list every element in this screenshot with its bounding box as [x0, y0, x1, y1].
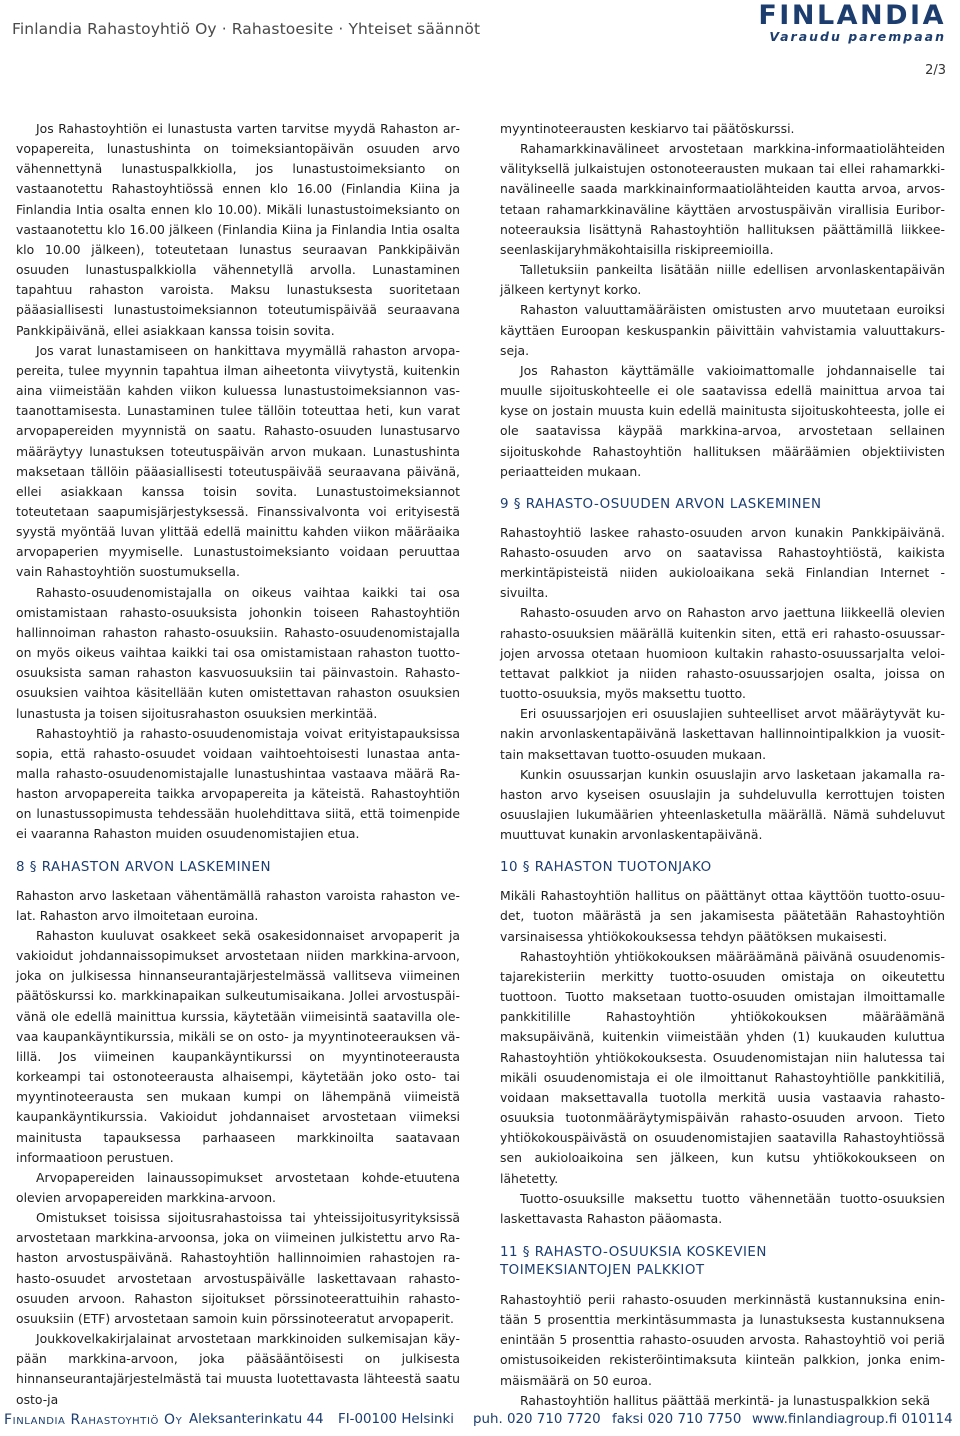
section-heading-11-line-1: 11 § RAHASTO-OSUUKSIA KOSKEVIEN: [500, 1244, 767, 1260]
paragraph: Omistukset toisissa sijoitusrahastoissa tai yhteissijoitusyrityksissä arvostetaan markkina-arvoonsa, joka on viimeinen julkistettu arvo Rahaston arvostuspäivänä. Rahastoyhtiön hallinnoimien rahastojen rahasto-osuudet arvostetaan arvostuspäivälle laskettavaan rahastoosuuden arvoon. Rahaston sijoitukset pörssinoteerattuihin rahastoosuuksiin (ETF) arvostetaan samoin kuin pörssinoteeratut arvopaperit.: [16, 1210, 460, 1326]
footer-phone: puh. 020 710 7720: [473, 1412, 601, 1427]
paragraph: Rahastoyhtiö ja rahasto-osuudenomistaja voivat erityistapauksissa sopia, että rahasto-osuudet voidaan vaihtoehtoisesti lunastaa antamalla rahasto-osuudenomistajalle lunastushintaa vastaava määrä Rahaston arvopapereita taikka arvopapereita ja käteistä. Rahastoyhtiön on lunastussopimusta tehdessään huolehdittava siitä, että toimenpide ei vaaranna Rahaston muiden osuudenomistajien etua.: [16, 725, 460, 842]
section-heading-10: 10 § RAHASTON TUOTONJAKO: [500, 860, 712, 876]
paragraph: Jos Rahastoyhtiön ei lunastusta varten tarvitse myydä Rahaston arvopapereita, lunastushinta on toimeksiantopäivän osuuden arvo vähennettynä lunastuspalkkiolla, jos lunastustoimeksianto on vastaanotettu Rahastoyhtiössä ennen klo 16.00 (Finlandia Kiina ja Finlandia Intia osalta ennen klo 10.00). Mikäli lunastustoimeksianto on vastaanotettu klo 16.00 jälkeen (Finlandia Kiina ja Finlandia Intia osalta klo 10.00 jälkeen), toteutetaan lunastus seuraavan Pankkipäivän osuuden lunastuspalkkiolla vähennetyllä arvolla. Lunastaminen tapahtuu rahaston varoista. Maksu lunastuksesta suoritetaan pääasiallisesti lunastustoimeksiannon toteutumispäivää seuraavana Pankkipäivänä, ellei asiakkaan kanssa toisin sovita.: [16, 121, 460, 338]
paragraph: Rahastoyhtiön yhtiökokouksen määräämänä päivänä osuudenomistajarekisteriin merkitty tuotto-osuuden omistaja on oikeutettu tuottoon. Tuotto maksetaan tuotto-osuuden omistajan ilmoittamalle pankkitilille Rahastoyhtiön yhtiökokouksen määräämänä maksupäivänä, kuitenkin viimeistään yhden (1) kuukauden kuluttua Rahastoyhtiön yhtiökokouksesta. Osuudenomistajan niin halutessa tai mikäli osuudenomistaja ei ole ilmoittanut Rahastoyhtiölle pankkitiliä, voidaan maksettavalla tuotolla merkitä uusia vastaavia rahasto-osuuksia tuotonmääräytymispäivän rahasto-osuuden arvoon. Tieto yhtiökokouspäivästä on osuudenomistajien saatavilla Rahastoyhtiössä sen aukioloaikoina sen jälkeen, kun kutsu yhtiökokoukseen on lähetetty.: [500, 948, 945, 1186]
paragraph: Mikäli Rahastoyhtiön hallitus on päättänyt ottaa käyttöön tuotto-osuudet, tuoton määrästä ja sen jakamisesta päätetään Rahastoyhtiön varsinaisessa yhtiökokouksessa tehdyn päätöksen mukaisesti.: [500, 888, 945, 944]
paragraph: Rahastoyhtiö perii rahasto-osuuden merkinnästä kustannuksina enintään 5 prosenttia merkintäsummasta ja lunastuksesta kustannuksena enintään 5 prosenttia rahasto-osuuden arvosta. Rahastoyhtiö voi periä omistusoikeiden rekisteröintimaksuta kiinteän palkkion, jonka enimmäismäärä on 50 euroa.: [500, 1291, 945, 1388]
footer-website[interactable]: www.finlandiagroup.fi 010114: [752, 1412, 953, 1427]
paragraph: Tuotto-osuuksille maksettu tuotto vähennetään tuotto-osuuksien laskettavasta Rahaston pääomasta.: [500, 1190, 945, 1226]
section-heading-9: 9 § RAHASTO-OSUUDEN ARVON LASKEMINEN: [500, 496, 822, 512]
paragraph: Kunkin osuussarjan kunkin osuuslajin arvo lasketaan jakamalla rahaston arvo kyseisen osuuslajin ja suhdeluvulla kerrottujen toisten osuuslajien lukumäärien yhteenlasketulla määrällä. Nämä suhdeluvut muuttuvat kunakin arvonlaskentapäivänä.: [500, 766, 945, 843]
page-header: [0, 0, 960, 60]
paragraph: Rahastoyhtiön hallitus päättää merkintä- ja lunastuspalkkion sekä: [520, 1392, 931, 1408]
paragraph: Rahastoyhtiö laskee rahasto-osuuden arvon kunakin Pankkipäivänä. Rahasto-osuuden arvo on saatavissa Rahastoyhtiöstä, kaikista merkintäpisteistä niiden aukioloaikana sekä Finlandian Internet -sivuilta.: [500, 524, 945, 601]
paragraph: Jos varat lunastamiseen on hankittava myymällä rahaston arvopapereita, tulee myynnin tapahtua ilman aiheetonta viivytystä, kuitenkin aina viimeistään kahden viikon kuluessa lunastustoimeksiannon vastaanottamisesta. Lunastaminen tulee tällöin toteuttaa heti, kun varat arvopapereiden myynnistä on saatu. Rahasto-osuuden lunastusarvo määräytyy lunastuksen toteutuspäivän arvon mukaan. Lunastushinta maksetaan tällöin pääasiallisesti toteutuspäivää seuraavana päivänä, ellei asiakkaan kanssa toisin sovita. Lunastustoimeksiannot toteutetaan saapumisjärjestyksessä. Finanssivalvonta voi erityisestä syystä myöntää luvan ylittää edellä mainittu kahden viikon määräaika arvopaperien myymiselle. Lunastustoimeksianto voidaan peruuttaa vain Rahastoyhtiön suostumuksella.: [16, 342, 460, 580]
paragraph: Rahaston kuuluvat osakkeet sekä osakesidonnaiset arvopaperit ja vakioidut johdannaissopimukset arvostetaan niiden markkina-arvoon, joka on julkisessa hinnanseurantajärjestelmässä vallitseva viimeinen päätöskurssi ko. markkinapaikan sulkeutumisaikana. Jollei arvostuspäivänä ole edellä mainittua kurssia, käytetään viimeisintä saatavilla olevaa kaupankäyntikurssia, mikäli se on osto- ja myyntinoteerauksen välillä. Jos viimeinen kaupankäyntikurssi on myyntinoteerausta korkeampi tai ostonoteerausta alhaisempi, käytetään joko osto- tai myyntinoteerausta sen mukaan kumpi on lähempänä viimeistä kaupankäyntikurssia. Vakioidut johdannaiset arvostetaan viimeksi mainitusta tapauksessa parhaaseen markkinoilta saatavaan informaatioon perustuen.: [16, 927, 460, 1165]
paragraph: Rahaston valuuttamääräisten omistusten arvo muutetaan euroiksi käyttäen Euroopan keskuspankin päivittäin vahvistamia valuuttakursseja.: [500, 302, 945, 358]
footer-fax: faksi 020 710 7750: [612, 1412, 742, 1427]
paragraph: Joukkovelkakirjalainat arvostetaan markkinoiden sulkemisajan käypään markkina-arvoon, joka pääsääntöisesti on julkisesta hinnanseurantajärjestelmästä tai muusta luotettavasta lähteestä saatu osto-ja: [16, 1331, 460, 1407]
footer-address: Aleksanterinkatu 44: [189, 1412, 324, 1427]
footer-city: FI-00100 Helsinki: [338, 1412, 455, 1427]
section-heading-8: 8 § RAHASTON ARVON LASKEMINEN: [16, 859, 272, 875]
page-footer: [0, 1412, 960, 1436]
paragraph: Jos Rahaston käyttämälle vakioimattomalle johdannaiselle tai muulle sijoituskohteelle ei ole saatavissa edellä mainittua arvoa tai kyse on jostain muusta kuin edellä mainitusta sijoituskohteesta, jolle ei ole saatavissa käypää markkina-arvoa, arvostetaan sellainen sijoituskohde Rahastoyhtiön hallituksen määräämien objektiivisten periaatteiden mukaan.: [500, 362, 945, 479]
logo-tagline: Varaudu parempaan: [769, 29, 946, 44]
paragraph: Arvopapereiden lainaussopimukset arvostetaan kohde-etuutena olevien arvopapereiden markkina-arvoon.: [16, 1169, 460, 1205]
footer-company: Finlandia Rahastoyhtiö Oy: [4, 1412, 183, 1428]
paragraph: Rahamarkkinavälineet arvostetaan markkina-informaatiolähteiden välityksellä julkaistujen ostonoteerausten mukaan tai ellei rahamarkkinavälineelle saada markkinainformaatiolähteiden kautta arvoa, arvostetaan rahamarkkinaväline käyttäen arvostuspäivän virallisia Euribornoteerauksia lisättynä Rahastoyhtiön hallituksen päättämillä liikkeeseenlaskijaryhmäkohtaisilla riskipreemioilla.: [500, 141, 945, 257]
paragraph: Rahasto-osuudenomistajalla on oikeus vaihtaa kaikki tai osa omistamistaan rahasto-osuuksista johonkin toiseen Rahastoyhtiön hallinnoiman rahaston rahasto-osuuksiin. Rahasto-osuudenomistajalla on myös oikeus vaihtaa kaikki tai osa omistamistaan rahaston tuotto-osuuksista saman rahaston kasvuosuuksiin tai päinvastoin. Rahasto-osuuksien vaihtoa käsitellään kuten omistettavan rahaston osuuksien lunastusta ja toisen sijoitusrahaston osuuksien merkintää.: [16, 584, 460, 721]
paragraph: Rahaston arvo lasketaan vähentämällä rahaston varoista rahaston velat. Rahaston arvo ilmoitetaan euroina.: [16, 887, 460, 923]
section-heading-11: [500, 1244, 945, 1280]
section-heading-11-line-2: TOIMEKSIANTOJEN PALKKIOT: [500, 1262, 705, 1278]
finlandia-logo: [758, 1, 946, 44]
logo-wordmark: FINLANDIA: [758, 0, 946, 31]
left-column: [16, 119, 460, 1410]
paragraph: Talletuksiin pankeilta lisätään niille edellisen arvonlaskentapäivän jälkeen kertynyt korko.: [500, 262, 945, 298]
paragraph: Eri osuussarjojen eri osuuslajien suhteelliset arvot määräytyvät kunakin arvonlaskentapäivänä laskettavan hallinnointipalkkion ja vuosittain maksettavan tuotto-osuuden mukaan.: [500, 706, 945, 762]
paragraph: myyntinoteerausten keskiarvo tai päätöskurssi.: [500, 121, 795, 136]
paragraph: Rahasto-osuuden arvo on Rahaston arvo jaettuna liikkeellä olevien rahasto-osuuksien määrällä kuitenkin siten, että eri rahasto-osuussarjojen arvossa otetaan huomioon kultakin rahasto-osuussarjalta veloitettavat palkkiot ja niiden rahasto-osuussarjojen osalta, joissa on tuotto-osuuksia, myös maksettu tuotto.: [500, 605, 945, 702]
header-title: Finlandia Rahastoyhtiö Oy · Rahastoesite · Yhteiset säännöt: [12, 20, 481, 38]
right-column: [500, 119, 945, 1411]
page-number: 2/3: [925, 63, 946, 78]
